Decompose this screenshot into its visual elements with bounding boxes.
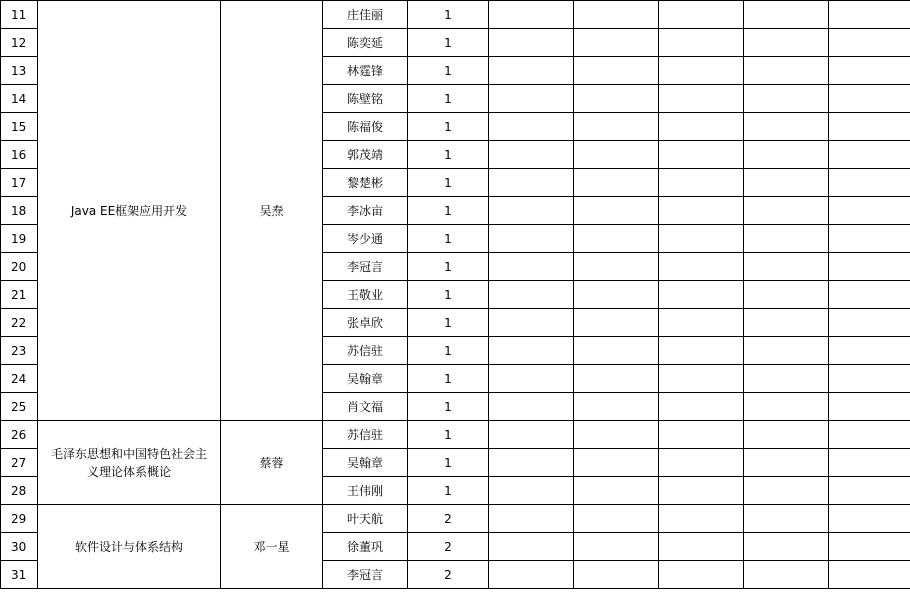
count-cell: 1 (408, 365, 489, 393)
empty-cell[interactable] (659, 505, 744, 533)
student-name-cell: 庄佳丽 (323, 1, 408, 29)
empty-cell[interactable] (489, 281, 574, 309)
count-cell: 1 (408, 141, 489, 169)
teacher-name-cell: 蔡蓉 (221, 421, 323, 505)
empty-cell[interactable] (574, 113, 659, 141)
student-name-cell: 李冠言 (323, 253, 408, 281)
empty-cell[interactable] (744, 505, 829, 533)
empty-cell[interactable] (829, 449, 910, 477)
empty-cell[interactable] (574, 393, 659, 421)
empty-cell[interactable] (659, 281, 744, 309)
student-name-cell: 郭茂靖 (323, 141, 408, 169)
row-number: 30 (1, 533, 38, 561)
row-number: 11 (1, 1, 38, 29)
table-row (1, 505, 910, 533)
count-cell: 1 (408, 253, 489, 281)
empty-cell[interactable] (489, 505, 574, 533)
row-number: 28 (1, 477, 38, 505)
empty-cell[interactable] (489, 225, 574, 253)
count-cell: 1 (408, 393, 489, 421)
empty-cell[interactable] (829, 561, 910, 589)
empty-cell[interactable] (574, 561, 659, 589)
empty-cell[interactable] (659, 1, 744, 29)
student-name-cell: 陈壁铭 (323, 85, 408, 113)
empty-cell[interactable] (829, 113, 910, 141)
count-cell: 1 (408, 29, 489, 57)
row-number: 24 (1, 365, 38, 393)
empty-cell[interactable] (489, 169, 574, 197)
empty-cell[interactable] (744, 57, 829, 85)
row-number: 26 (1, 421, 38, 449)
empty-cell[interactable] (744, 337, 829, 365)
empty-cell[interactable] (744, 85, 829, 113)
empty-cell[interactable] (574, 85, 659, 113)
row-number: 25 (1, 393, 38, 421)
course-name-cell: 软件设计与体系结构 (38, 505, 221, 589)
count-cell: 1 (408, 281, 489, 309)
empty-cell[interactable] (574, 141, 659, 169)
empty-cell[interactable] (744, 29, 829, 57)
empty-cell[interactable] (829, 365, 910, 393)
empty-cell[interactable] (659, 337, 744, 365)
empty-cell[interactable] (829, 533, 910, 561)
empty-cell[interactable] (829, 57, 910, 85)
student-name-cell: 王敬业 (323, 281, 408, 309)
empty-cell[interactable] (744, 141, 829, 169)
empty-cell[interactable] (574, 365, 659, 393)
empty-cell[interactable] (829, 505, 910, 533)
empty-cell[interactable] (574, 197, 659, 225)
empty-cell[interactable] (489, 1, 574, 29)
empty-cell[interactable] (659, 365, 744, 393)
empty-cell[interactable] (829, 85, 910, 113)
empty-cell[interactable] (489, 421, 574, 449)
empty-cell[interactable] (744, 169, 829, 197)
student-name-cell: 李冰亩 (323, 197, 408, 225)
empty-cell[interactable] (659, 393, 744, 421)
empty-cell[interactable] (489, 29, 574, 57)
empty-cell[interactable] (659, 253, 744, 281)
empty-cell[interactable] (659, 309, 744, 337)
row-number: 22 (1, 309, 38, 337)
empty-cell[interactable] (489, 533, 574, 561)
empty-cell[interactable] (744, 281, 829, 309)
empty-cell[interactable] (489, 141, 574, 169)
empty-cell[interactable] (744, 421, 829, 449)
empty-cell[interactable] (744, 197, 829, 225)
row-number: 17 (1, 169, 38, 197)
count-cell: 1 (408, 309, 489, 337)
empty-cell[interactable] (574, 1, 659, 29)
empty-cell[interactable] (574, 505, 659, 533)
count-cell: 1 (408, 113, 489, 141)
count-cell: 1 (408, 421, 489, 449)
empty-cell[interactable] (744, 393, 829, 421)
count-cell: 1 (408, 197, 489, 225)
count-cell: 2 (408, 561, 489, 589)
empty-cell[interactable] (744, 449, 829, 477)
empty-cell[interactable] (744, 365, 829, 393)
row-number: 16 (1, 141, 38, 169)
empty-cell[interactable] (829, 141, 910, 169)
empty-cell[interactable] (574, 449, 659, 477)
row-number: 19 (1, 225, 38, 253)
empty-cell[interactable] (659, 29, 744, 57)
count-cell: 1 (408, 449, 489, 477)
table-row (1, 421, 910, 449)
student-name-cell: 徐董巩 (323, 533, 408, 561)
empty-cell[interactable] (489, 309, 574, 337)
student-name-cell: 叶天航 (323, 505, 408, 533)
empty-cell[interactable] (574, 477, 659, 505)
count-cell: 2 (408, 533, 489, 561)
empty-cell[interactable] (829, 477, 910, 505)
empty-cell[interactable] (489, 393, 574, 421)
empty-cell[interactable] (574, 57, 659, 85)
empty-cell[interactable] (574, 337, 659, 365)
empty-cell[interactable] (659, 57, 744, 85)
empty-cell[interactable] (489, 449, 574, 477)
row-number: 14 (1, 85, 38, 113)
empty-cell[interactable] (489, 57, 574, 85)
empty-cell[interactable] (659, 113, 744, 141)
empty-cell[interactable] (659, 141, 744, 169)
count-cell: 1 (408, 1, 489, 29)
course-name-cell: 毛泽东思想和中国特色社会主义理论体系概论 (38, 421, 221, 505)
row-number: 15 (1, 113, 38, 141)
empty-cell[interactable] (829, 169, 910, 197)
empty-cell[interactable] (744, 533, 829, 561)
count-cell: 1 (408, 85, 489, 113)
empty-cell[interactable] (659, 533, 744, 561)
empty-cell[interactable] (744, 225, 829, 253)
table-body (1, 1, 910, 589)
empty-cell[interactable] (829, 1, 910, 29)
empty-cell[interactable] (659, 561, 744, 589)
student-name-cell: 林霆锋 (323, 57, 408, 85)
empty-cell[interactable] (489, 253, 574, 281)
empty-cell[interactable] (574, 169, 659, 197)
empty-cell[interactable] (489, 113, 574, 141)
student-name-cell: 吴翰章 (323, 449, 408, 477)
empty-cell[interactable] (574, 533, 659, 561)
empty-cell[interactable] (829, 281, 910, 309)
empty-cell[interactable] (659, 477, 744, 505)
row-number: 31 (1, 561, 38, 589)
row-number: 20 (1, 253, 38, 281)
empty-cell[interactable] (659, 85, 744, 113)
student-name-cell: 王伟刚 (323, 477, 408, 505)
empty-cell[interactable] (829, 309, 910, 337)
empty-cell[interactable] (489, 337, 574, 365)
student-name-cell: 岑少通 (323, 225, 408, 253)
empty-cell[interactable] (659, 169, 744, 197)
student-name-cell: 黎楚彬 (323, 169, 408, 197)
empty-cell[interactable] (659, 449, 744, 477)
empty-cell[interactable] (829, 225, 910, 253)
empty-cell[interactable] (574, 225, 659, 253)
empty-cell[interactable] (574, 281, 659, 309)
count-cell: 1 (408, 337, 489, 365)
empty-cell[interactable] (489, 561, 574, 589)
student-name-cell: 吴翰章 (323, 365, 408, 393)
row-number: 12 (1, 29, 38, 57)
empty-cell[interactable] (829, 421, 910, 449)
empty-cell[interactable] (659, 197, 744, 225)
empty-cell[interactable] (744, 561, 829, 589)
row-number: 13 (1, 57, 38, 85)
empty-cell[interactable] (489, 477, 574, 505)
count-cell: 1 (408, 57, 489, 85)
row-number: 18 (1, 197, 38, 225)
empty-cell[interactable] (574, 29, 659, 57)
teacher-name-cell: 吴焘 (221, 1, 323, 421)
empty-cell[interactable] (574, 253, 659, 281)
student-name-cell: 李冠言 (323, 561, 408, 589)
empty-cell[interactable] (744, 113, 829, 141)
empty-cell[interactable] (829, 393, 910, 421)
student-name-cell: 陈奕延 (323, 29, 408, 57)
empty-cell[interactable] (829, 197, 910, 225)
count-cell: 1 (408, 477, 489, 505)
empty-cell[interactable] (659, 225, 744, 253)
empty-cell[interactable] (744, 477, 829, 505)
empty-cell[interactable] (744, 309, 829, 337)
row-number: 23 (1, 337, 38, 365)
empty-cell[interactable] (744, 253, 829, 281)
empty-cell[interactable] (489, 85, 574, 113)
count-cell: 2 (408, 505, 489, 533)
empty-cell[interactable] (829, 253, 910, 281)
empty-cell[interactable] (489, 365, 574, 393)
empty-cell[interactable] (829, 337, 910, 365)
count-cell: 1 (408, 225, 489, 253)
empty-cell[interactable] (659, 421, 744, 449)
student-name-cell: 张卓欣 (323, 309, 408, 337)
table-row (1, 1, 910, 29)
student-name-cell: 苏信驻 (323, 337, 408, 365)
empty-cell[interactable] (744, 1, 829, 29)
student-name-cell: 苏信驻 (323, 421, 408, 449)
row-number: 27 (1, 449, 38, 477)
empty-cell[interactable] (489, 197, 574, 225)
teacher-name-cell: 邓一星 (221, 505, 323, 589)
row-number: 21 (1, 281, 38, 309)
course-name-cell: Java EE框架应用开发 (38, 1, 221, 421)
student-name-cell: 陈福俊 (323, 113, 408, 141)
count-cell: 1 (408, 169, 489, 197)
empty-cell[interactable] (574, 421, 659, 449)
empty-cell[interactable] (829, 29, 910, 57)
student-name-cell: 肖文福 (323, 393, 408, 421)
row-number: 29 (1, 505, 38, 533)
empty-cell[interactable] (574, 309, 659, 337)
